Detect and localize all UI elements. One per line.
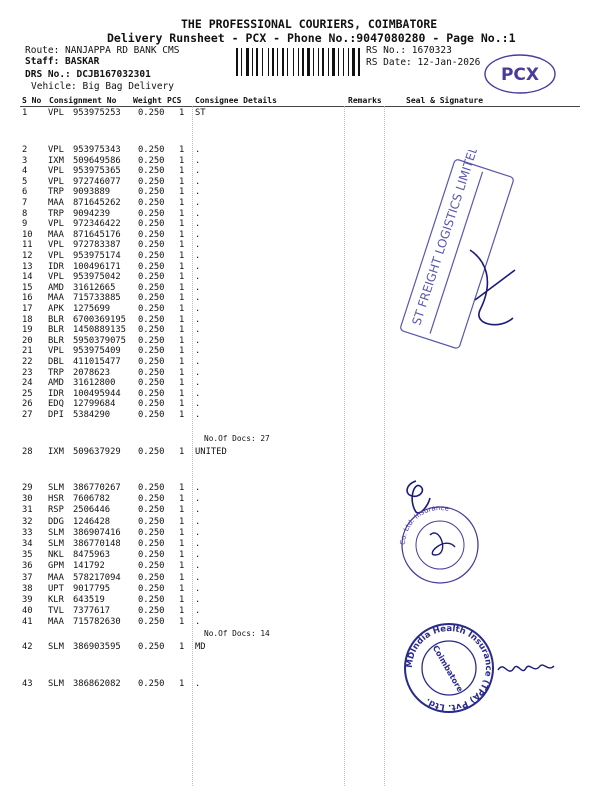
consignment-prefix: RSP (48, 505, 64, 516)
weight-value: 0.250 (138, 516, 165, 527)
weight-value: 0.250 (138, 166, 165, 177)
serial-number: 25 (22, 388, 33, 399)
col-pcs: PCS (167, 96, 182, 105)
weight-value: 0.250 (138, 251, 165, 261)
consignment-prefix: BLR (48, 335, 64, 346)
consignment-number: 1275699 (73, 304, 111, 314)
serial-number: 43 (22, 679, 33, 689)
signature-scribble (470, 250, 515, 325)
consignee-details: . (195, 595, 201, 605)
serial-number: 31 (22, 505, 33, 516)
consignment-prefix: TVL (48, 606, 64, 617)
serial-number: 3 (22, 155, 28, 166)
weight-value: 0.250 (138, 346, 165, 357)
pieces-count: 1 (179, 539, 185, 549)
consignment-number: 509649586 (73, 155, 121, 166)
consignment-prefix: SLM (48, 527, 64, 538)
consignee-details: . (195, 410, 201, 420)
consignment-prefix: VPL (48, 219, 64, 230)
serial-number: 23 (22, 367, 33, 378)
consignment-number: 100496171 (73, 261, 121, 272)
pieces-count: 1 (179, 346, 185, 357)
consignment-prefix: IXM (48, 447, 64, 457)
consignment-prefix: SLM (48, 679, 64, 689)
serial-number: 14 (22, 272, 33, 283)
weight-value: 0.250 (138, 679, 165, 689)
vehicle-label: Vehicle: Big Bag Delivery (31, 81, 174, 92)
weight-value: 0.250 (138, 335, 165, 346)
insurance-round-stamp (395, 505, 485, 589)
consignment-prefix: BLR (48, 325, 64, 336)
consignment-prefix: MAA (48, 198, 64, 208)
consignment-number: 953975042 (73, 272, 121, 283)
consignment-number: 5950379075 (73, 335, 126, 346)
consignment-number: 141792 (73, 561, 105, 572)
consignee-details: . (195, 293, 201, 304)
consignee-details: . (195, 145, 201, 155)
weight-value: 0.250 (138, 617, 165, 628)
consignment-number: 1450889135 (73, 325, 126, 336)
consignment-number: 953975365 (73, 166, 121, 177)
consignee-details: . (195, 155, 201, 166)
consignee-details: . (195, 219, 201, 230)
consignee-details: . (195, 367, 201, 378)
weight-value: 0.250 (138, 325, 165, 336)
consignee-details: . (195, 251, 201, 261)
serial-number: 40 (22, 606, 33, 617)
pieces-count: 1 (179, 304, 185, 314)
weight-value: 0.250 (138, 494, 165, 505)
pieces-count: 1 (179, 229, 185, 240)
weight-value: 0.250 (138, 505, 165, 516)
consignment-prefix: VPL (48, 108, 64, 118)
consignment-number: 2506446 (73, 505, 111, 516)
consignment-number: 871645262 (73, 198, 121, 208)
consignee-details: . (195, 606, 201, 617)
serial-number: 41 (22, 617, 33, 628)
weight-value: 0.250 (138, 261, 165, 272)
consignment-number: 953975174 (73, 251, 121, 261)
consignment-number: 2078623 (73, 367, 111, 378)
pieces-count: 1 (179, 595, 185, 605)
consignee-details: . (195, 388, 201, 399)
weight-value: 0.250 (138, 378, 165, 389)
consignee-details: . (195, 176, 201, 187)
weight-value: 0.250 (138, 240, 165, 251)
consignment-number: 972746077 (73, 176, 121, 187)
rs-number: RS No.: 1670323 (366, 45, 452, 56)
pieces-count: 1 (179, 410, 185, 420)
weight-value: 0.250 (138, 108, 165, 118)
consignment-prefix: IDR (48, 261, 64, 272)
docs-count: No.Of Docs: 27 (204, 434, 270, 443)
pieces-count: 1 (179, 208, 185, 219)
consignment-prefix: SLM (48, 483, 64, 493)
consignment-prefix: TRP (48, 208, 64, 219)
consignee-details: . (195, 583, 201, 594)
weight-value: 0.250 (138, 447, 165, 457)
pieces-count: 1 (179, 272, 185, 283)
barcode (236, 48, 360, 76)
consignment-number: 6700369195 (73, 314, 126, 325)
consignment-number: 386770267 (73, 483, 121, 493)
pieces-count: 1 (179, 505, 185, 516)
consignment-number: 972346422 (73, 219, 121, 230)
weight-value: 0.250 (138, 176, 165, 187)
consignment-prefix: VPL (48, 145, 64, 155)
serial-number: 10 (22, 229, 33, 240)
seal-stamp-text: ST FREIGHT LOGISTICS LIMITED (409, 150, 482, 327)
consignee-details: . (195, 187, 201, 198)
consignee-details: . (195, 572, 201, 583)
weight-value: 0.250 (138, 282, 165, 293)
consignment-prefix: DDG (48, 516, 64, 527)
consignee-details: . (195, 282, 201, 293)
pieces-count: 1 (179, 367, 185, 378)
consignment-prefix: VPL (48, 166, 64, 177)
consignment-number: 509637929 (73, 447, 121, 457)
consignment-prefix: HSR (48, 494, 64, 505)
consignment-prefix: MAA (48, 293, 64, 304)
weight-value: 0.250 (138, 357, 165, 367)
serial-number: 27 (22, 410, 33, 420)
serial-number: 6 (22, 187, 28, 198)
pieces-count: 1 (179, 314, 185, 325)
weight-value: 0.250 (138, 304, 165, 314)
weight-value: 0.250 (138, 272, 165, 283)
consignment-number: 643519 (73, 595, 105, 605)
consignment-prefix: NKL (48, 550, 64, 561)
pieces-count: 1 (179, 550, 185, 561)
weight-value: 0.250 (138, 642, 165, 652)
weight-value: 0.250 (138, 583, 165, 594)
consignment-prefix: AMD (48, 282, 64, 293)
consignment-number: 386862082 (73, 679, 121, 689)
pieces-count: 1 (179, 378, 185, 389)
serial-number: 35 (22, 550, 33, 561)
pieces-count: 1 (179, 494, 185, 505)
consignment-number: 31612665 (73, 282, 116, 293)
consignee-details: . (195, 357, 201, 367)
consignment-number: 411015477 (73, 357, 121, 367)
serial-number: 1 (22, 108, 28, 118)
consignee-details: . (195, 527, 201, 538)
weight-value: 0.250 (138, 550, 165, 561)
consignee-details: . (195, 229, 201, 240)
column-divider (192, 106, 193, 786)
col-seal-signature: Seal & Signature (406, 96, 484, 105)
consignment-number: 7606782 (73, 494, 111, 505)
consignee-details: . (195, 378, 201, 389)
weight-value: 0.250 (138, 187, 165, 198)
serial-number: 19 (22, 325, 33, 336)
weight-value: 0.250 (138, 229, 165, 240)
serial-number: 33 (22, 527, 33, 538)
weight-value: 0.250 (138, 410, 165, 420)
consignee-details: . (195, 679, 201, 689)
consignment-number: 5384290 (73, 410, 111, 420)
serial-number: 30 (22, 494, 33, 505)
consignment-number: 715733885 (73, 293, 121, 304)
col-consignment: Consignment No (49, 96, 117, 105)
weight-value: 0.250 (138, 572, 165, 583)
docs-count: No.Of Docs: 14 (204, 629, 270, 638)
mdindia-stamp-inner-text: Coimbatore (430, 643, 465, 694)
company-title: THE PROFESSIONAL COURIERS, COIMBATORE (181, 17, 438, 31)
consignment-number: 715782630 (73, 617, 121, 628)
consignment-number: 8475963 (73, 550, 111, 561)
consignment-number: 972783387 (73, 240, 121, 251)
weight-value: 0.250 (138, 145, 165, 155)
serial-number: 38 (22, 583, 33, 594)
mdindia-round-stamp (402, 622, 497, 718)
consignee-details: . (195, 325, 201, 336)
weight-value: 0.250 (138, 399, 165, 410)
route-label: Route: NANJAPPA RD BANK CMS (25, 45, 180, 56)
consignment-prefix: KLR (48, 595, 64, 605)
serial-number: 18 (22, 314, 33, 325)
weight-value: 0.250 (138, 367, 165, 378)
weight-value: 0.250 (138, 539, 165, 549)
col-sno: S No (22, 96, 42, 105)
consignment-number: 9093889 (73, 187, 111, 198)
consignment-prefix: DPI (48, 410, 64, 420)
staff-label: Staff: BASKAR (25, 56, 100, 67)
consignment-prefix: GPM (48, 561, 64, 572)
consignee-details: . (195, 198, 201, 208)
consignee-details: . (195, 314, 201, 325)
serial-number: 5 (22, 176, 28, 187)
pieces-count: 1 (179, 282, 185, 293)
pieces-count: 1 (179, 527, 185, 538)
consignment-prefix: MAA (48, 617, 64, 628)
pieces-count: 1 (179, 261, 185, 272)
consignment-prefix: IDR (48, 388, 64, 399)
svg-text:Co. Ltd. Insurance (399, 505, 450, 545)
header-rule (20, 106, 580, 107)
serial-number: 8 (22, 208, 28, 219)
serial-number: 32 (22, 516, 33, 527)
consignment-number: 953975409 (73, 346, 121, 357)
consignment-number: 9017795 (73, 583, 111, 594)
consignee-details: . (195, 304, 201, 314)
consignee-details: . (195, 561, 201, 572)
consignment-prefix: MAA (48, 572, 64, 583)
consignee-details: . (195, 539, 201, 549)
pcx-stamp-text: PCX (500, 65, 540, 85)
consignee-details: . (195, 483, 201, 493)
consignment-prefix: AMD (48, 378, 64, 389)
consignee-details: UNITED (195, 447, 227, 457)
pcx-stamp (482, 52, 558, 100)
serial-number: 20 (22, 335, 33, 346)
consignment-prefix: APK (48, 304, 64, 314)
consignment-number: 7377617 (73, 606, 111, 617)
consignment-prefix: TRP (48, 367, 64, 378)
serial-number: 15 (22, 282, 33, 293)
serial-number: 13 (22, 261, 33, 272)
pieces-count: 1 (179, 388, 185, 399)
serial-number: 37 (22, 572, 33, 583)
serial-number: 29 (22, 483, 33, 493)
pieces-count: 1 (179, 516, 185, 527)
consignee-details: . (195, 550, 201, 561)
pieces-count: 1 (179, 219, 185, 230)
serial-number: 16 (22, 293, 33, 304)
weight-value: 0.250 (138, 388, 165, 399)
signature-mark (496, 656, 556, 686)
consignment-number: 1246428 (73, 516, 111, 527)
pieces-count: 1 (179, 187, 185, 198)
consignment-number: 12799684 (73, 399, 116, 410)
consignment-prefix: SLM (48, 642, 64, 652)
pieces-count: 1 (179, 166, 185, 177)
serial-number: 26 (22, 399, 33, 410)
consignee-details: ST (195, 108, 206, 118)
col-consignee: Consignee Details (195, 96, 277, 105)
col-remarks: Remarks (348, 96, 382, 105)
serial-number: 39 (22, 595, 33, 605)
pieces-count: 1 (179, 108, 185, 118)
consignee-details: . (195, 261, 201, 272)
consignment-prefix: MAA (48, 229, 64, 240)
consignee-details: . (195, 208, 201, 219)
consignee-details: . (195, 505, 201, 516)
serial-number: 42 (22, 642, 33, 652)
pieces-count: 1 (179, 679, 185, 689)
serial-number: 2 (22, 145, 28, 155)
consignee-details: . (195, 399, 201, 410)
weight-value: 0.250 (138, 606, 165, 617)
pieces-count: 1 (179, 617, 185, 628)
pieces-count: 1 (179, 198, 185, 208)
pieces-count: 1 (179, 642, 185, 652)
serial-number: 11 (22, 240, 33, 251)
consignment-prefix: IXM (48, 155, 64, 166)
serial-number: 22 (22, 357, 33, 367)
pieces-count: 1 (179, 155, 185, 166)
pieces-count: 1 (179, 561, 185, 572)
consignee-details: . (195, 516, 201, 527)
pieces-count: 1 (179, 293, 185, 304)
pieces-count: 1 (179, 251, 185, 261)
pieces-count: 1 (179, 572, 185, 583)
runsheet-subtitle: Delivery Runsheet - PCX - Phone No.:9047080280 - Page No.:1 (107, 31, 516, 45)
consignment-number: 953975343 (73, 145, 121, 155)
pieces-count: 1 (179, 483, 185, 493)
serial-number: 21 (22, 346, 33, 357)
weight-value: 0.250 (138, 595, 165, 605)
serial-number: 17 (22, 304, 33, 314)
serial-number: 34 (22, 539, 33, 549)
consignment-number: 31612800 (73, 378, 116, 389)
weight-value: 0.250 (138, 198, 165, 208)
consignment-number: 386903595 (73, 642, 121, 652)
consignment-prefix: VPL (48, 272, 64, 283)
pieces-count: 1 (179, 145, 185, 155)
weight-value: 0.250 (138, 483, 165, 493)
mdindia-stamp-outer-text: MDIndia Health Insurance (TPA) Pvt. Ltd. (404, 623, 494, 713)
consignment-prefix: EDQ (48, 399, 64, 410)
consignment-prefix: VPL (48, 176, 64, 187)
consignment-prefix: VPL (48, 251, 64, 261)
consignee-details: . (195, 346, 201, 357)
consignee-details: . (195, 240, 201, 251)
pieces-count: 1 (179, 357, 185, 367)
company-seal-stamp (395, 150, 530, 369)
col-weight: Weight (133, 96, 162, 105)
consignee-details: . (195, 272, 201, 283)
drs-number: DRS No.: DCJB167032301 (25, 69, 151, 80)
consignee-details: MD (195, 642, 206, 652)
pieces-count: 1 (179, 335, 185, 346)
serial-number: 24 (22, 378, 33, 389)
pieces-count: 1 (179, 399, 185, 410)
serial-number: 4 (22, 166, 28, 177)
consignment-number: 578217094 (73, 572, 121, 583)
weight-value: 0.250 (138, 208, 165, 219)
consignee-details: . (195, 335, 201, 346)
weight-value: 0.250 (138, 219, 165, 230)
serial-number: 9 (22, 219, 28, 230)
pieces-count: 1 (179, 240, 185, 251)
consignment-number: 100495944 (73, 388, 121, 399)
column-divider (344, 106, 345, 786)
consignment-number: 953975253 (73, 108, 121, 118)
weight-value: 0.250 (138, 155, 165, 166)
consignment-prefix: VPL (48, 346, 64, 357)
consignment-prefix: SLM (48, 539, 64, 549)
pieces-count: 1 (179, 325, 185, 336)
serial-number: 12 (22, 251, 33, 261)
consignee-details: . (195, 617, 201, 628)
serial-number: 36 (22, 561, 33, 572)
consignment-number: 871645176 (73, 229, 121, 240)
consignee-details: . (195, 166, 201, 177)
pieces-count: 1 (179, 176, 185, 187)
consignment-prefix: DBL (48, 357, 64, 367)
consignment-prefix: TRP (48, 187, 64, 198)
column-divider (384, 106, 385, 786)
consignment-number: 386907416 (73, 527, 121, 538)
insurance-stamp-text: Co. Ltd. Insurance (398, 505, 450, 546)
serial-number: 28 (22, 447, 33, 457)
consignment-number: 9094239 (73, 208, 111, 219)
consignment-prefix: UPT (48, 583, 64, 594)
weight-value: 0.250 (138, 293, 165, 304)
serial-number: 7 (22, 198, 28, 208)
weight-value: 0.250 (138, 561, 165, 572)
consignee-details: . (195, 494, 201, 505)
pieces-count: 1 (179, 606, 185, 617)
weight-value: 0.250 (138, 314, 165, 325)
rs-date: RS Date: 12-Jan-2026 (366, 57, 481, 68)
weight-value: 0.250 (138, 527, 165, 538)
consignment-prefix: VPL (48, 240, 64, 251)
pieces-count: 1 (179, 447, 185, 457)
consignment-number: 386770148 (73, 539, 121, 549)
consignment-prefix: BLR (48, 314, 64, 325)
pieces-count: 1 (179, 583, 185, 594)
